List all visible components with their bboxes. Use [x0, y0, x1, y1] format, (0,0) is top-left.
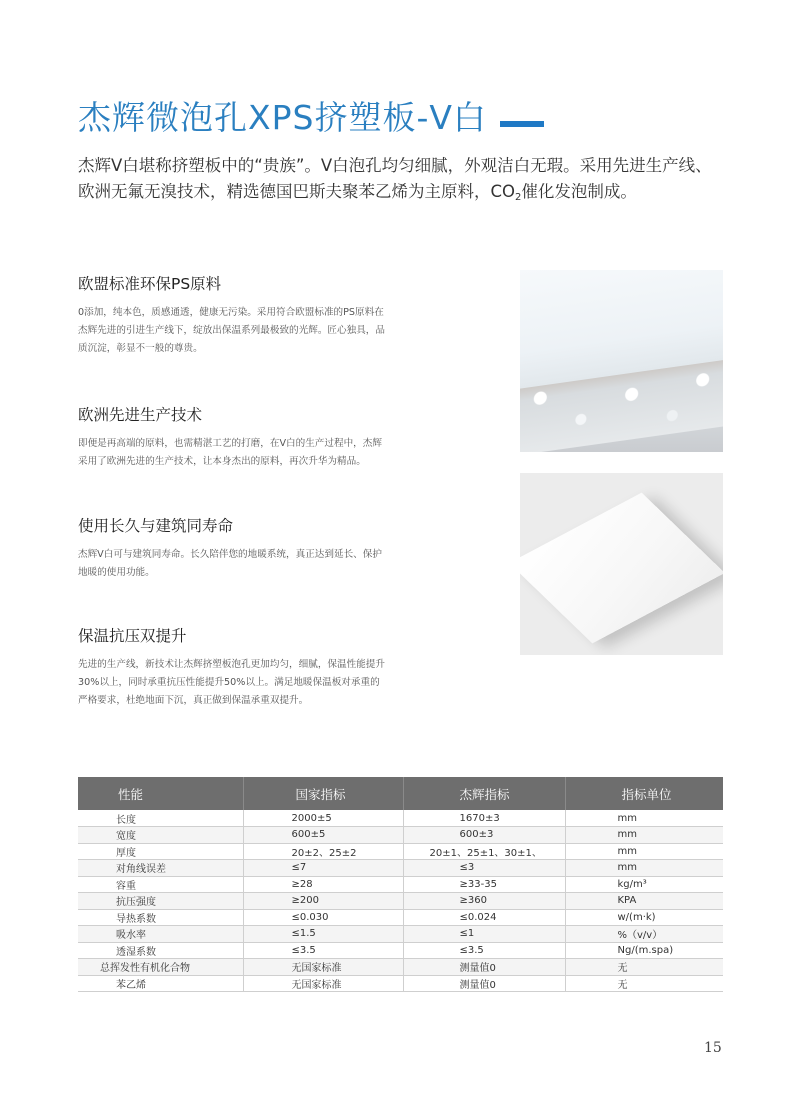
cell-unit: Ng/(m.spa)	[565, 942, 723, 959]
cell-property: 苯乙烯	[78, 975, 243, 992]
table-row	[78, 827, 723, 844]
feature-eu-technology	[78, 403, 388, 471]
table-row	[78, 959, 723, 976]
cell-unit: 无	[565, 975, 723, 992]
title-accent-bar	[500, 121, 544, 127]
cell-unit: mm	[565, 827, 723, 844]
table-row	[78, 860, 723, 877]
feature-title: 保温抗压双提升	[78, 627, 187, 645]
cell-national: 600±5	[243, 827, 403, 844]
cell-national: 无国家标准	[243, 975, 403, 992]
feature-lifespan	[78, 514, 388, 582]
page-number: 15	[704, 1040, 722, 1056]
cell-jiehui: ≤1	[403, 926, 565, 943]
table-row	[78, 909, 723, 926]
cell-jiehui: 1670±3	[403, 810, 565, 827]
cell-unit: KPA	[565, 893, 723, 910]
cell-jiehui: 测量值0	[403, 975, 565, 992]
cell-jiehui: ≥33-35	[403, 876, 565, 893]
cell-jiehui: ≤0.024	[403, 909, 565, 926]
cell-property: 容重	[78, 876, 243, 893]
cell-national: ≥200	[243, 893, 403, 910]
cell-national: ≤7	[243, 860, 403, 877]
product-photo-slab-beads	[520, 270, 723, 452]
feature-title: 使用长久与建筑同寿命	[78, 517, 234, 535]
cell-property: 厚度	[78, 843, 243, 860]
intro-paragraph	[78, 153, 718, 208]
cell-national: ≤1.5	[243, 926, 403, 943]
feature-insulation-pressure	[78, 624, 388, 710]
intro-text: 杰辉V白堪称挤塑板中的“贵族”。V白泡孔均匀细腻，外观洁白无瑕。采用先进生产线、欧洲无氟无溴技术，精选德国巴斯夫聚苯乙烯为主原料，CO	[78, 156, 712, 201]
table-row	[78, 843, 723, 860]
intro-subscript: 2	[515, 192, 522, 203]
feature-text: 杰辉V白可与建筑同寿命。长久陪伴您的地暖系统，真正达到延长、保护地暖的使用功能。	[78, 549, 382, 578]
cell-jiehui: 20±1、25±1、30±1、	[403, 843, 565, 860]
cell-property: 长度	[78, 810, 243, 827]
cell-unit: mm	[565, 860, 723, 877]
cell-national: ≤0.030	[243, 909, 403, 926]
cell-property: 宽度	[78, 827, 243, 844]
header-unit: 指标单位	[565, 777, 723, 810]
header-national-standard: 国家指标	[243, 777, 403, 810]
cell-national: 20±2、25±2	[243, 843, 403, 860]
feature-text: 先进的生产线，新技术让杰辉挤塑板泡孔更加均匀，细腻，保温性能提升30%以上，同时承重抗压性能提升50%以上。满足地暖保温板对承重的严格要求，杜绝地面下沉，真正做到保温承重双提升。	[78, 659, 385, 706]
feature-title: 欧盟标准环保PS原料	[78, 275, 222, 293]
header-property: 性能	[78, 777, 243, 810]
cell-jiehui: ≤3.5	[403, 942, 565, 959]
page-title: 杰辉微泡孔XPS挤塑板-V白	[78, 98, 487, 137]
spec-table	[78, 777, 723, 992]
cell-property: 总挥发性有机化合物	[78, 959, 243, 976]
cell-unit: %（v/v）	[565, 926, 723, 943]
feature-text: 即便是再高端的原料，也需精湛工艺的打磨，在V白的生产过程中，杰辉采用了欧洲先进的生产技术，让本身杰出的原料，再次升华为精品。	[78, 438, 382, 467]
cell-property: 吸水率	[78, 926, 243, 943]
feature-eu-material	[78, 272, 388, 358]
table-row	[78, 942, 723, 959]
table-row	[78, 810, 723, 827]
cell-jiehui: ≤3	[403, 860, 565, 877]
cell-property: 导热系数	[78, 909, 243, 926]
cell-jiehui: ≥360	[403, 893, 565, 910]
intro-text-end: 催化发泡制成。	[521, 182, 637, 201]
cell-national: 无国家标准	[243, 959, 403, 976]
table-row	[78, 876, 723, 893]
header-jiehui-standard: 杰辉指标	[403, 777, 565, 810]
table-row	[78, 926, 723, 943]
cell-jiehui: 600±3	[403, 827, 565, 844]
table-row	[78, 975, 723, 992]
cell-unit: 无	[565, 959, 723, 976]
cell-unit: mm	[565, 810, 723, 827]
cell-property: 对角线误差	[78, 860, 243, 877]
cell-national: 2000±5	[243, 810, 403, 827]
cell-property: 抗压强度	[78, 893, 243, 910]
product-photo-board	[520, 473, 723, 655]
table-header-row	[78, 777, 723, 810]
feature-text: 0添加，纯本色，质感通透，健康无污染。采用符合欧盟标准的PS原料在杰辉先进的引进生产线下，绽放出保温系列最极致的光辉。匠心独具，品质沉淀，彰显不一般的尊贵。	[78, 307, 385, 354]
cell-unit: kg/m³	[565, 876, 723, 893]
feature-title: 欧洲先进生产技术	[78, 406, 203, 424]
cell-national: ≤3.5	[243, 942, 403, 959]
xps-board-image	[520, 493, 723, 644]
cell-jiehui: 测量值0	[403, 959, 565, 976]
table-row	[78, 893, 723, 910]
cell-national: ≥28	[243, 876, 403, 893]
cell-property: 透湿系数	[78, 942, 243, 959]
cell-unit: mm	[565, 843, 723, 860]
cell-unit: w/(m·k)	[565, 909, 723, 926]
